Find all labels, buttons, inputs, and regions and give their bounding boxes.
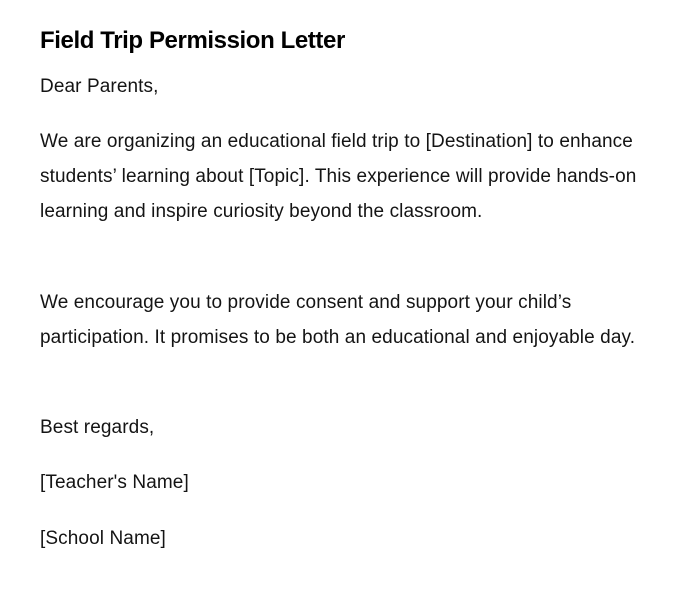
closing: Best regards, xyxy=(40,417,155,438)
body-paragraph-2: We encourage you to provide consent and support your child’s participation. It promises to be both an educational and enjoyable day. xyxy=(40,292,636,348)
signature-teacher-name: [Teacher's Name] xyxy=(40,472,189,493)
signature-school-name: [School Name] xyxy=(40,528,166,549)
body-paragraph-1: We are organizing an educational field trip to [Destination] to enhance students’ learning about [Topic]. This experience will provide hands-on learning and inspire curiosity beyond the classroom. xyxy=(40,131,637,222)
document-title: Field Trip Permission Letter xyxy=(40,27,345,54)
greeting: Dear Parents, xyxy=(40,76,159,97)
